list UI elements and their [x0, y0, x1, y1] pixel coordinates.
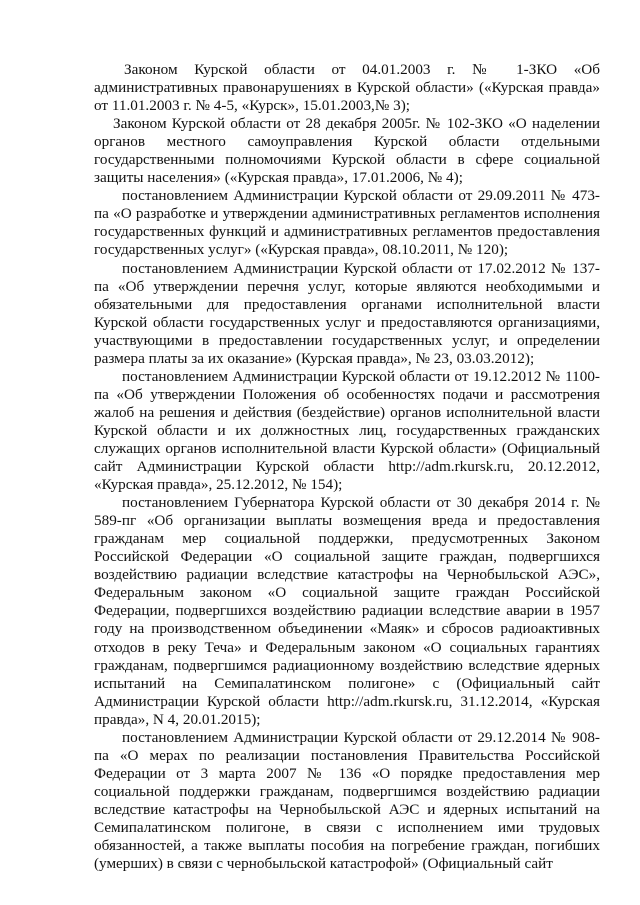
paragraph-law-local-self-government: Законом Курской области от 28 декабря 2005г. № 102-ЗКО «О наделении органов местного самоуправления Курской области отдельными государственными полномочиями Курской области в сфере социальной защиты населения» («Курская правда», 17.01.2006, № 4); — [94, 115, 600, 187]
paragraph-governor-resolution-589: постановлением Губернатора Курской области от 30 декабря 2014 г. № 589-пг «Об организации выплаты возмещения вреда и предоставления гражданам мер социальной поддержки, предусмотренных Законом Российской Федерации «О социальной защите граждан, подвергшихся воздействию радиации вследствие катастрофы на Чернобыльской АЭС», Федеральным законом «О социальной защите граждан Российской Федерации, подвергшихся воздействию радиации вследствие аварии в 1957 году на производственном объединении «Маяк» и сбросов радиоактивных отходов в реку Теча» и Федеральным законом «О социальных гарантиях гражданам, подвергшимся радиационному воздействию вследствие ядерных испытаний на Семипалатинском полигоне» с (Официальный сайт Администрации Курской области http://adm.rkursk.ru, 31.12.2014, «Курская правда», N 4, 20.01.2015); — [94, 494, 600, 728]
paragraph-resolution-473: постановлением Администрации Курской области от 29.09.2011 № 473-па «О разработке и утверждении административных регламентов исполнения государственных функций и административных регламентов предоставления государственных услуг» («Курская правда», 08.10.2011, № 120); — [94, 187, 600, 259]
document-page — [94, 61, 600, 873]
paragraph-resolution-908: постановлением Администрации Курской области от 29.12.2014 № 908-па «О мерах по реализации постановления Правительства Российской Федерации от 3 марта 2007 № 136 «О порядке предоставления мер социальной поддержки гражданам, подвергшимся воздействию радиации вследствие катастрофы на Чернобыльской АЭС и ядерных испытаний на Семипалатинском полигоне, в связи с исполнением ими трудовых обязанностей, а также выплаты пособия на погребение граждан, погибших (умерших) в связи с чернобыльской катастрофой» (Официальный сайт — [94, 728, 600, 873]
paragraph-resolution-1100: постановлением Администрации Курской области от 19.12.2012 № 1100-па «Об утверждении Положения об особенностях подачи и рассмотрения жалоб на решения и действия (бездействие) органов исполнительной власти Курской области и их должностных лиц, государственных гражданских служащих органов исполнительной власти Курской области» (Официальный сайт Администрации Курской области http://adm.rkursk.ru, 20.12.2012, «Курская правда», 25.12.2012, № 154); — [94, 367, 600, 494]
paragraph-law-administrative-offenses: Законом Курской области от 04.01.2003 г. № 1-ЗКО «Об административных правонарушениях в Курской области» («Курская правда» от 11.01.2003 г. № 4-5, «Курск», 15.01.2003,№ 3); — [94, 61, 600, 115]
paragraph-resolution-137: постановлением Администрации Курской области от 17.02.2012 № 137-па «Об утверждении перечня услуг, которые являются необходимыми и обязательными для предоставления органами исполнительной власти Курской области государственных услуг и предоставляются организациями, участвующими в предоставлении государственных услуг, и определении размера платы за их оказание» (Курская правда», № 23, 03.03.2012); — [94, 259, 600, 367]
